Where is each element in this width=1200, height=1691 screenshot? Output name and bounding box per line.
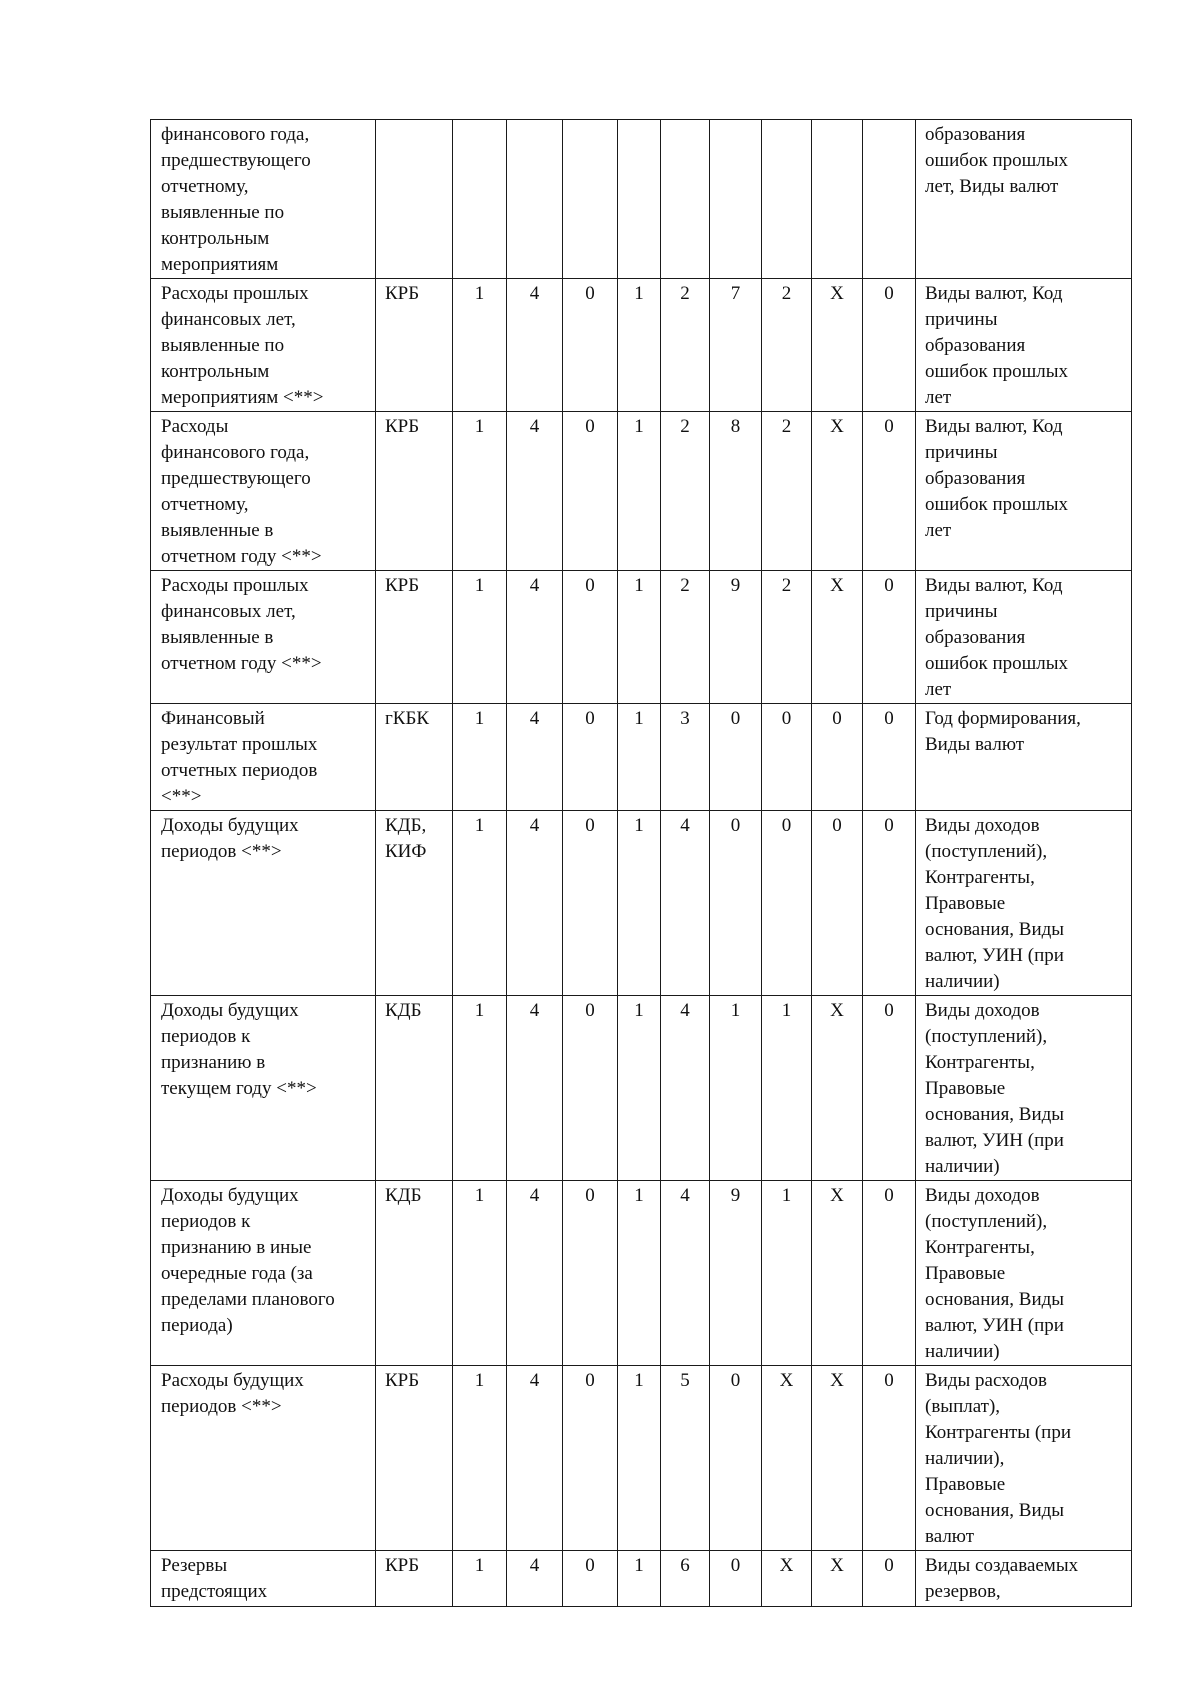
account-name-cell [151,1551,376,1607]
table-row [151,1181,1132,1366]
account-code-digit: 3 [661,704,710,811]
classification-cell [376,571,453,704]
account-code-digit: 1 [453,1181,507,1366]
table-row [151,996,1132,1181]
account-code-digit: 4 [661,1181,710,1366]
accounts-table [150,119,1132,1607]
account-code-digit: 1 [618,1181,661,1366]
account-code-digit: 0 [863,811,916,996]
account-code-digit: 1 [762,1181,812,1366]
classification-code: КДБ [385,1000,422,1021]
account-code-digit: 0 [563,571,618,704]
account-code-digit: 4 [507,1551,563,1607]
account-code-digit: 0 [563,704,618,811]
account-code-digit [863,120,916,279]
account-code-digit: 0 [863,571,916,704]
classification-cell [376,412,453,571]
account-code-digit: 6 [661,1551,710,1607]
account-code-digit: 0 [710,704,762,811]
account-code-digit: 1 [453,996,507,1181]
account-name-cell [151,704,376,811]
account-code-digit: Х [762,1366,812,1551]
account-code-digit: 0 [863,1366,916,1551]
account-code-digit: 0 [762,704,812,811]
account-code-digit [710,120,762,279]
analytics-text: Виды доходов (поступлений), Контрагенты, Правовые основания, Виды валют, УИН (при наличии) [925,1000,1065,1177]
account-code-digit: 1 [618,811,661,996]
analytics-text: Виды валют, Код причины образования ошибок прошлых лет [925,416,1068,541]
account-code-digit: 8 [710,412,762,571]
account-code-digit: 0 [812,704,863,811]
account-code-digit [563,120,618,279]
account-code-digit: 9 [710,571,762,704]
account-code-digit: 0 [863,412,916,571]
account-name: Доходы будущих периодов к признанию в иные очередные года (за пределами планового периода) [161,1185,335,1336]
account-code-digit: 0 [563,996,618,1181]
account-code-digit: 0 [563,811,618,996]
account-code-digit: 0 [563,1551,618,1607]
account-name-cell [151,279,376,412]
account-code-digit: Х [812,571,863,704]
analytics-text: Виды валют, Код причины образования ошибок прошлых лет [925,283,1068,408]
classification-cell [376,996,453,1181]
analytics-text: Виды доходов (поступлений), Контрагенты, Правовые основания, Виды валют, УИН (при наличии) [925,1185,1065,1362]
account-name-cell [151,571,376,704]
classification-cell [376,1181,453,1366]
analytics-text: Виды доходов (поступлений), Контрагенты, Правовые основания, Виды валют, УИН (при наличии) [925,815,1065,992]
account-name-cell [151,120,376,279]
account-code-digit: 4 [507,996,563,1181]
analytics-text: Виды расходов (выплат), Контрагенты (при наличии), Правовые основания, Виды валют [925,1370,1071,1547]
account-code-digit: 1 [453,811,507,996]
classification-cell [376,811,453,996]
classification-cell [376,704,453,811]
classification-code: КДБ [385,1185,422,1206]
analytics-text: Виды создаваемых резервов, [925,1555,1079,1602]
account-code-digit [507,120,563,279]
account-code-digit: 4 [507,412,563,571]
account-code-digit: 0 [563,412,618,571]
analytics-cell [916,571,1132,704]
account-code-digit: Х [812,412,863,571]
account-code-digit: Х [812,996,863,1181]
account-code-digit: Х [812,279,863,412]
account-code-digit: 1 [453,412,507,571]
account-code-digit: 1 [618,1366,661,1551]
classification-code: КРБ [385,575,420,596]
table-row [151,704,1132,811]
account-code-digit: 1 [453,704,507,811]
account-code-digit: 2 [661,412,710,571]
classification-cell [376,279,453,412]
account-code-digit: 1 [618,571,661,704]
account-code-digit: 0 [863,704,916,811]
analytics-text: Виды валют, Код причины образования ошибок прошлых лет [925,575,1068,700]
analytics-cell [916,279,1132,412]
account-code-digit: 4 [507,1181,563,1366]
account-name-cell [151,996,376,1181]
account-code-digit: 5 [661,1366,710,1551]
account-name-cell [151,412,376,571]
account-code-digit [618,120,661,279]
account-code-digit: 0 [812,811,863,996]
classification-code: КРБ [385,1555,420,1576]
table-row [151,120,1132,279]
account-name: Доходы будущих периодов к признанию в текущем году <**> [161,1000,317,1099]
account-name-cell [151,1181,376,1366]
account-code-digit: 1 [453,1366,507,1551]
account-code-digit: Х [812,1181,863,1366]
analytics-cell [916,1366,1132,1551]
account-code-digit: 1 [710,996,762,1181]
classification-code: КРБ [385,416,420,437]
account-name: Расходы финансового года, предшествующего отчетному, выявленные в отчетном году <**> [161,416,322,567]
classification-code: КРБ [385,1370,420,1391]
account-code-digit: 1 [618,996,661,1181]
analytics-cell [916,1181,1132,1366]
analytics-cell [916,704,1132,811]
account-code-digit: Х [812,1366,863,1551]
account-code-digit: 0 [710,811,762,996]
account-code-digit [812,120,863,279]
account-code-digit: 0 [563,1181,618,1366]
account-code-digit: 1 [618,704,661,811]
table-row [151,1366,1132,1551]
account-code-digit: 0 [710,1366,762,1551]
classification-cell [376,120,453,279]
table-row [151,571,1132,704]
account-code-digit: 0 [563,1366,618,1551]
account-code-digit [453,120,507,279]
account-name: Финансовый результат прошлых отчетных периодов <**> [161,708,318,807]
account-code-digit: 0 [863,1181,916,1366]
analytics-cell [916,811,1132,996]
account-code-digit: 4 [507,704,563,811]
table-row [151,811,1132,996]
classification-cell [376,1366,453,1551]
account-code-digit: 4 [507,1366,563,1551]
account-code-digit: 1 [762,996,812,1181]
account-name: финансового года, предшествующего отчетному, выявленные по контрольным мероприятиям [161,124,311,275]
account-code-digit: 1 [618,412,661,571]
account-code-digit: 2 [661,571,710,704]
account-name: Расходы прошлых финансовых лет, выявленные в отчетном году <**> [161,575,322,674]
account-code-digit: 9 [710,1181,762,1366]
account-code-digit: 2 [762,412,812,571]
account-code-digit: 4 [507,279,563,412]
account-code-digit: 0 [863,279,916,412]
account-code-digit: Х [812,1551,863,1607]
classification-cell [376,1551,453,1607]
account-code-digit: 0 [710,1551,762,1607]
account-code-digit: 1 [453,279,507,412]
account-code-digit: 2 [762,279,812,412]
account-code-digit: 1 [453,571,507,704]
account-code-digit [661,120,710,279]
table-row [151,1551,1132,1607]
table-row [151,412,1132,571]
account-code-digit: 4 [661,811,710,996]
account-code-digit: 1 [618,279,661,412]
account-code-digit: 1 [618,1551,661,1607]
classification-code: КРБ [385,283,420,304]
account-code-digit: 2 [661,279,710,412]
account-code-digit: 7 [710,279,762,412]
table-body [151,120,1132,1607]
account-code-digit: 0 [762,811,812,996]
analytics-cell [916,412,1132,571]
account-name: Доходы будущих периодов <**> [161,815,299,862]
account-code-digit: 2 [762,571,812,704]
account-name: Расходы прошлых финансовых лет, выявленные по контрольным мероприятиям <**> [161,283,324,408]
account-code-digit: Х [762,1551,812,1607]
account-code-digit: 4 [507,811,563,996]
account-name: Расходы будущих периодов <**> [161,1370,304,1417]
account-name-cell [151,811,376,996]
analytics-cell [916,1551,1132,1607]
analytics-text: Год формирования, Виды валют [925,708,1081,755]
analytics-cell [916,120,1132,279]
account-code-digit: 4 [661,996,710,1181]
account-name-cell [151,1366,376,1551]
classification-code: КДБ, КИФ [385,815,427,862]
classification-code: гКБК [385,708,430,729]
analytics-text: образования ошибок прошлых лет, Виды валют [925,124,1068,197]
account-code-digit: 0 [863,1551,916,1607]
analytics-cell [916,996,1132,1181]
account-code-digit: 0 [863,996,916,1181]
account-code-digit: 4 [507,571,563,704]
table-row [151,279,1132,412]
account-code-digit [762,120,812,279]
account-name: Резервы предстоящих [161,1555,268,1602]
account-code-digit: 0 [563,279,618,412]
account-code-digit: 1 [453,1551,507,1607]
